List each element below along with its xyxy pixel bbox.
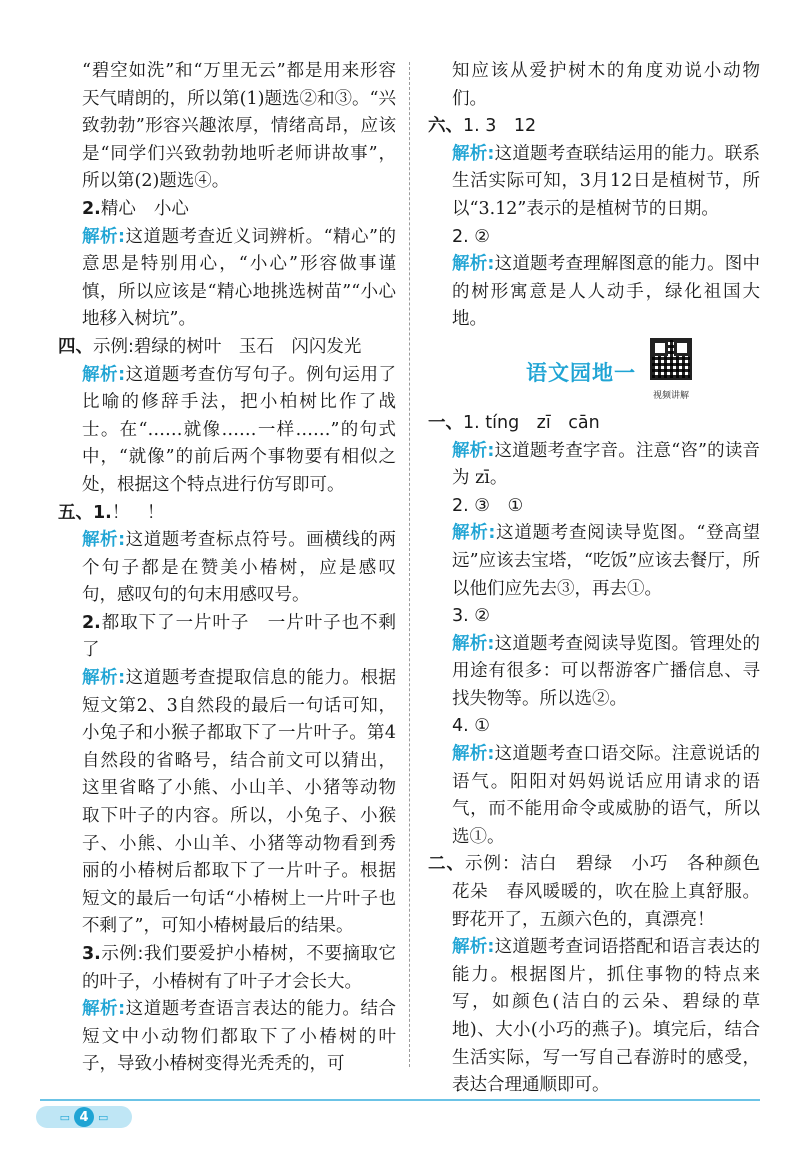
explanation-label: 解析: (82, 999, 126, 1020)
explanation-label: 解析: (452, 143, 495, 164)
page-number-badge (36, 1106, 132, 1128)
section-number: 一、 (428, 412, 463, 433)
section-number: 五、 (58, 502, 93, 523)
left-column (58, 58, 396, 1079)
question-answer: 2. ③ ① (452, 495, 524, 516)
section-answer: 六、1. 3 12 (428, 116, 537, 137)
explanation-label: 解析: (452, 744, 495, 765)
explanation-label: 解析: (82, 668, 126, 689)
section-number: 二、 (428, 854, 465, 875)
decor-icon: ▭ (59, 1110, 70, 1124)
explanation: 解析:这道题考查语言表达的能力。结合短文中小动物们都取下了小椿树的叶子，导致小椿树变得光秃秃的，可 (82, 999, 397, 1075)
question-answer: 4. ① (452, 716, 490, 737)
explanation: 解析:这道题考查词语搭配和语言表达的能力。根据图片，抓住事物的特点来写，如颜色(洁白的云朵、碧绿的草地)、大小(小巧的燕子)。填完后，结合生活实际，写一写自己春游时的感受，表达合理通顺即可。 (452, 937, 761, 1096)
section-answer: 五、1.！ ！ (58, 502, 165, 523)
footer-rule (40, 1099, 760, 1101)
question-answer: 2. ② (452, 226, 490, 247)
qr-code-icon[interactable] (650, 338, 692, 380)
qr-code-block[interactable] (650, 338, 692, 411)
answer-word: 小心 (153, 198, 189, 219)
question-answer: 2.都取下了一片叶子 一片叶子也不剩了 (82, 612, 396, 661)
explanation-label: 解析: (82, 530, 126, 551)
explanation: 解析:这道题考查联结运用的能力。联系生活实际可知，3月12日是植树节，所以“3.12”表示的是植树节的日期。 (452, 143, 761, 219)
explanation-label: 解析: (452, 523, 496, 544)
column-divider (409, 62, 410, 1067)
question-answer: 3. ② (452, 606, 490, 627)
explanation-label: 解析: (82, 364, 126, 385)
explanation-label: 解析: (82, 226, 126, 247)
explanation-label: 解析: (452, 937, 495, 958)
section-answer: 二、示例：洁白 碧绿 小巧 各种颜色 花朵 春风暖暖的，吹在脸上真舒服。野花开了，五颜六色的，真漂亮！ (428, 854, 778, 930)
explanation: 解析:这道题考查标点符号。画横线的两个句子都是在赞美小椿树，应是感叹句，感叹句的句末用感叹号。 (82, 530, 397, 606)
explanation: 解析:这道题考查提取信息的能力。根据短文第2、3自然段的最后一句话可知，小兔子和小猴子都取下了一片叶子。第4自然段的省略号，结合前文可以猜出，这里省略了小熊、小山羊、小猪等动物取下叶子的内容。所以，小兔子、小猴子、小熊、小山羊、小猪等动物看到秀丽的小椿树后都取下了一片叶子。根据短文的最后一句话“小椿树上一片叶子也不剩了”，可知小椿树最后的结果。 (82, 668, 397, 937)
continued-paragraph: 知应该从爱护树木的角度劝说小动物们。 (452, 61, 760, 109)
section-title-text: 语文园地一 (526, 361, 636, 386)
answer-word: 精心 (100, 198, 136, 219)
section-answer: 一、1. tíng zī cān (428, 412, 600, 433)
right-column (428, 58, 778, 1100)
section-number: 四、 (58, 336, 93, 357)
explanation-label: 解析: (452, 440, 495, 461)
explanation: 解析:这道题考查阅读导览图。管理处的用途有很多：可以帮游客广播信息、寻找失物等。所以选②。 (452, 633, 761, 709)
explanation-label: 解析: (452, 254, 495, 275)
section-title (428, 340, 760, 408)
explanation: 解析:这道题考查阅读导览图。“登高望远”应该去宝塔，“吃饭”应该去餐厅，所以他们应先去③，再去①。 (452, 523, 760, 599)
explanation-label: 解析: (452, 633, 495, 654)
question-answer: 2.精心 小心 (82, 198, 189, 219)
section-number: 六、 (428, 116, 463, 137)
qr-caption: 视频讲解 (652, 390, 689, 401)
explanation: 解析:这道题考查仿写句子。例句运用了比喻的修辞手法，把小柏树比作了战士。在“……就像……一样……”的句式中，“就像”的前后两个事物要有相似之处，根据这个特点进行仿写即可。 (82, 364, 397, 495)
decor-icon: ▭ (98, 1110, 109, 1124)
explanation: 解析:这道题考查口语交际。注意说话的语气。阳阳对妈妈说话应用请求的语气，而不能用命令或威胁的语气，所以选①。 (452, 744, 761, 847)
answer-paragraph: “碧空如洗”和“万里无云”都是用来形容天气晴朗的，所以第(1)题选②和③。“兴致勃勃”形容兴趣浓厚，情绪高昂，应该是“同学们兴致勃勃地听老师讲故事”，所以第(2)题选④。 (82, 61, 396, 192)
section-answer: 四、示例:碧绿的树叶 玉石 闪闪发光 (58, 336, 362, 357)
explanation: 解析:这道题考查理解图意的能力。图中的树形寓意是人人动手，绿化祖国大地。 (452, 254, 761, 330)
page-number: 4 (74, 1107, 94, 1127)
question-answer: 3.示例:我们要爱护小椿树，不要摘取它的叶子，小椿树有了叶子才会长大。 (82, 944, 396, 992)
explanation: 解析:这道题考查字音。注意“咨”的读音为 zī。 (452, 440, 760, 489)
explanation: 解析:这道题考查近义词辨析。“精心”的意思是特别用心，“小心”形容做事谨慎，所以应该是“精心地挑选树苗”“小心地移入树坑”。 (82, 226, 396, 330)
